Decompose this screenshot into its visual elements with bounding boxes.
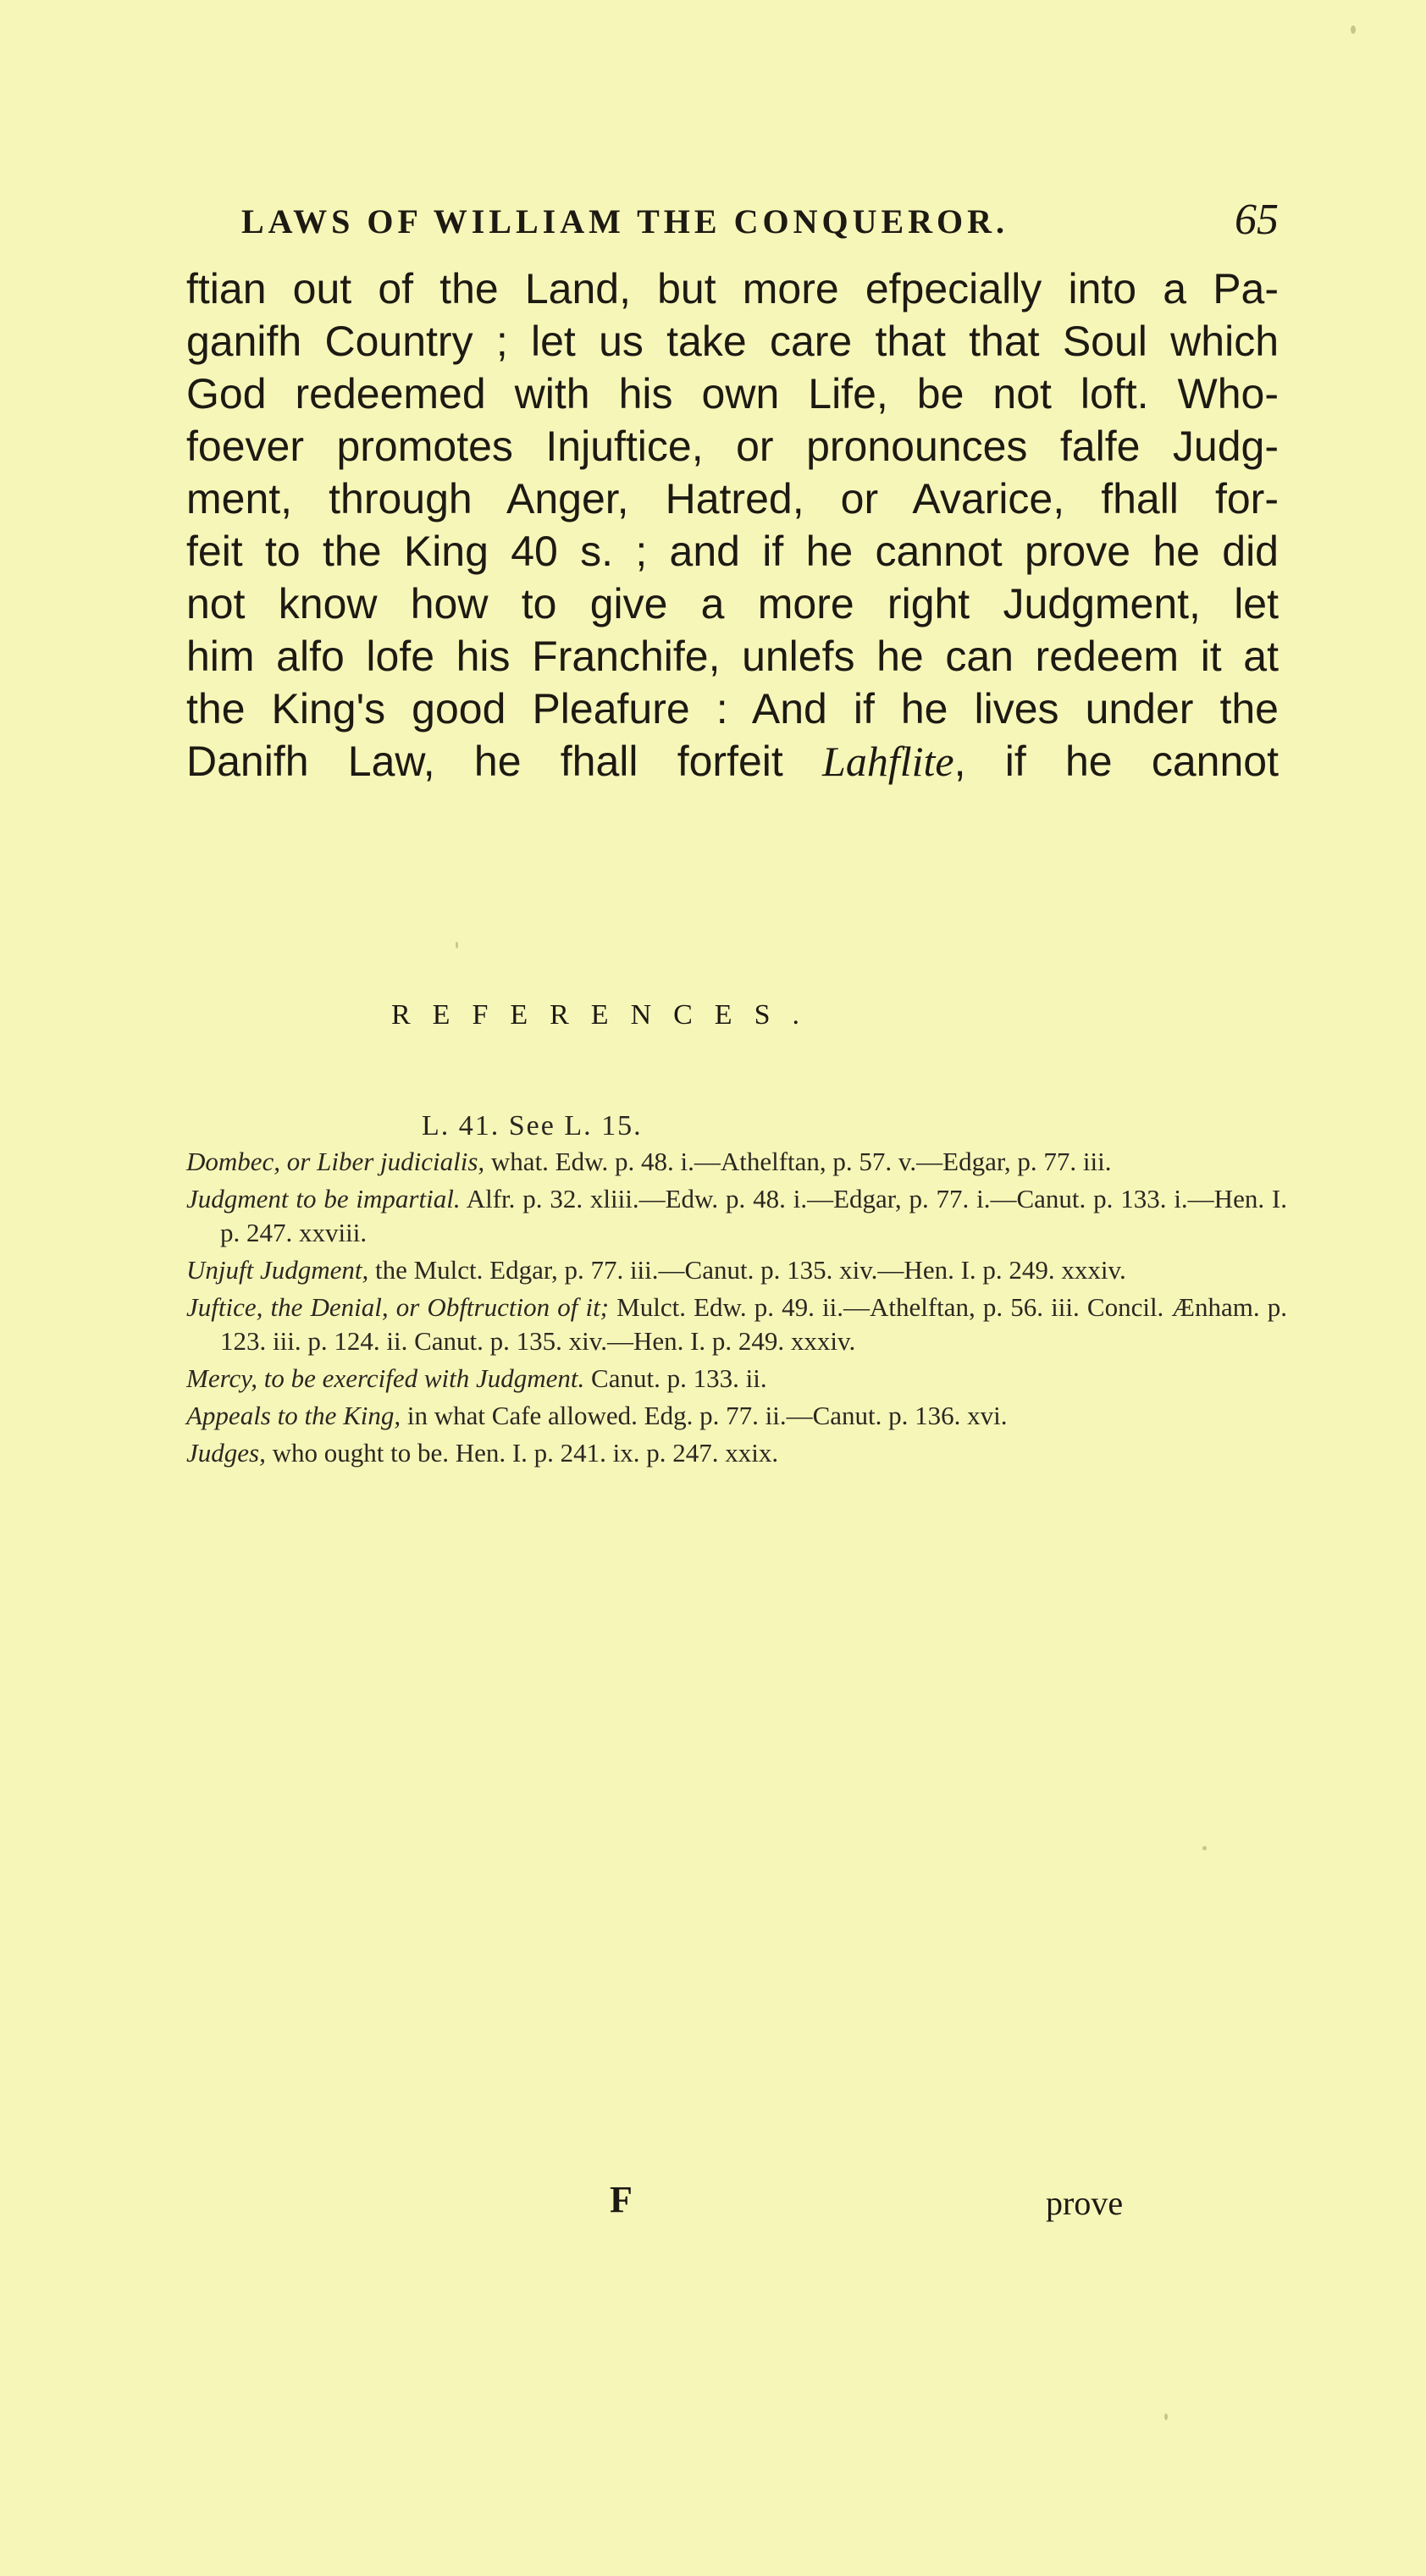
- reference-entry: [186, 1291, 1287, 1358]
- reference-term: Judgment to be impartial.: [186, 1184, 461, 1213]
- body-line: God redeemed with his own Life, be not loft. Who-: [186, 370, 1279, 417]
- reference-term: Juftice, the Denial, or Obftruction of it;: [186, 1292, 610, 1322]
- references-list: [186, 1109, 1287, 1473]
- reference-text: what. Edw. p. 48. i.—Athelftan, p. 57. v.—Edgar, p. 77. iii.: [484, 1147, 1112, 1176]
- body-line: ganifh Country ; let us take care that that Soul which: [186, 318, 1279, 365]
- body-line: the King's good Pleafure : And if he lives under the: [186, 685, 1279, 732]
- body-line: foever promotes Injuftice, or pronounces falfe Judg-: [186, 423, 1279, 470]
- reference-entry: [186, 1436, 1287, 1470]
- body-line-last-after: , if he cannot: [953, 738, 1279, 785]
- paper-speck: [1351, 25, 1356, 34]
- body-line: feit to the King 40 s. ; and if he cannot prove he did: [186, 528, 1279, 575]
- reference-term: Dombec, or Liber judicialis,: [186, 1147, 485, 1176]
- page-number: 65: [1235, 196, 1279, 244]
- reference-term: Mercy, to be exercifed with Judgment.: [186, 1363, 585, 1393]
- body-line: not know how to give a more right Judgment, let: [186, 580, 1279, 627]
- reference-term: Judges,: [186, 1438, 266, 1468]
- catchword: prove: [1046, 2184, 1124, 2222]
- reference-term: Appeals to the King,: [186, 1401, 401, 1430]
- body-line: ftian out of the Land, but more efpecially into a Pa-: [186, 265, 1279, 312]
- reference-text: Mulct. Edw. p. 49. ii.—Athelftan, p. 56. iii. Concil. Ænham. p. 123. iii. p. 124. ii. Canut. p. 135. xiv.—Hen. I. p. 249. xxxiv.: [220, 1292, 1287, 1356]
- body-line: him alfo lofe his Franchife, unlefs he can redeem it at: [186, 633, 1279, 680]
- reference-text: Canut. p. 133. ii.: [584, 1363, 767, 1393]
- reference-text: in what Cafe allowed. Edg. p. 77. ii.—Canut. p. 136. xvi.: [401, 1401, 1008, 1430]
- body-line-last: [186, 735, 1279, 788]
- reference-term: Unjuft Judgment,: [186, 1255, 369, 1285]
- paper-speck: [1202, 1846, 1207, 1850]
- paper-speck: [456, 942, 458, 948]
- body-paragraph: [186, 263, 1279, 788]
- body-line-last-before: Danifh Law, he fhall forfeit: [186, 738, 823, 785]
- running-title: LAWS OF WILLIAM THE CONQUEROR.: [241, 202, 1009, 240]
- signature-mark: F: [610, 2179, 633, 2220]
- reference-entry: [186, 1182, 1287, 1250]
- reference-text: Alfr. p. 32. xliii.—Edw. p. 48. i.—Edgar, p. 77. i.—Canut. p. 133. i.—Hen. I. p. 247. xxviii.: [220, 1184, 1287, 1247]
- reference-entry: [186, 1399, 1287, 1433]
- reference-text: who ought to be. Hen. I. p. 241. ix. p. 247. xxix.: [265, 1438, 779, 1468]
- reference-text: the Mulct. Edgar, p. 77. iii.—Canut. p. 135. xiv.—Hen. I. p. 249. xxxiv.: [368, 1255, 1126, 1285]
- running-head: [241, 195, 1279, 246]
- reference-entry: [186, 1362, 1287, 1396]
- references-heading: REFERENCES.: [391, 999, 821, 1031]
- catchline: [0, 2178, 1426, 2229]
- reference-entry: [186, 1145, 1287, 1179]
- reference-entry: [186, 1253, 1287, 1287]
- references-lead: L. 41. See L. 15.: [422, 1110, 643, 1142]
- body-line: ment, through Anger, Hatred, or Avarice, fhall for-: [186, 475, 1279, 522]
- body-line-term: Lahflite: [822, 738, 954, 785]
- paper-speck: [1164, 2413, 1168, 2420]
